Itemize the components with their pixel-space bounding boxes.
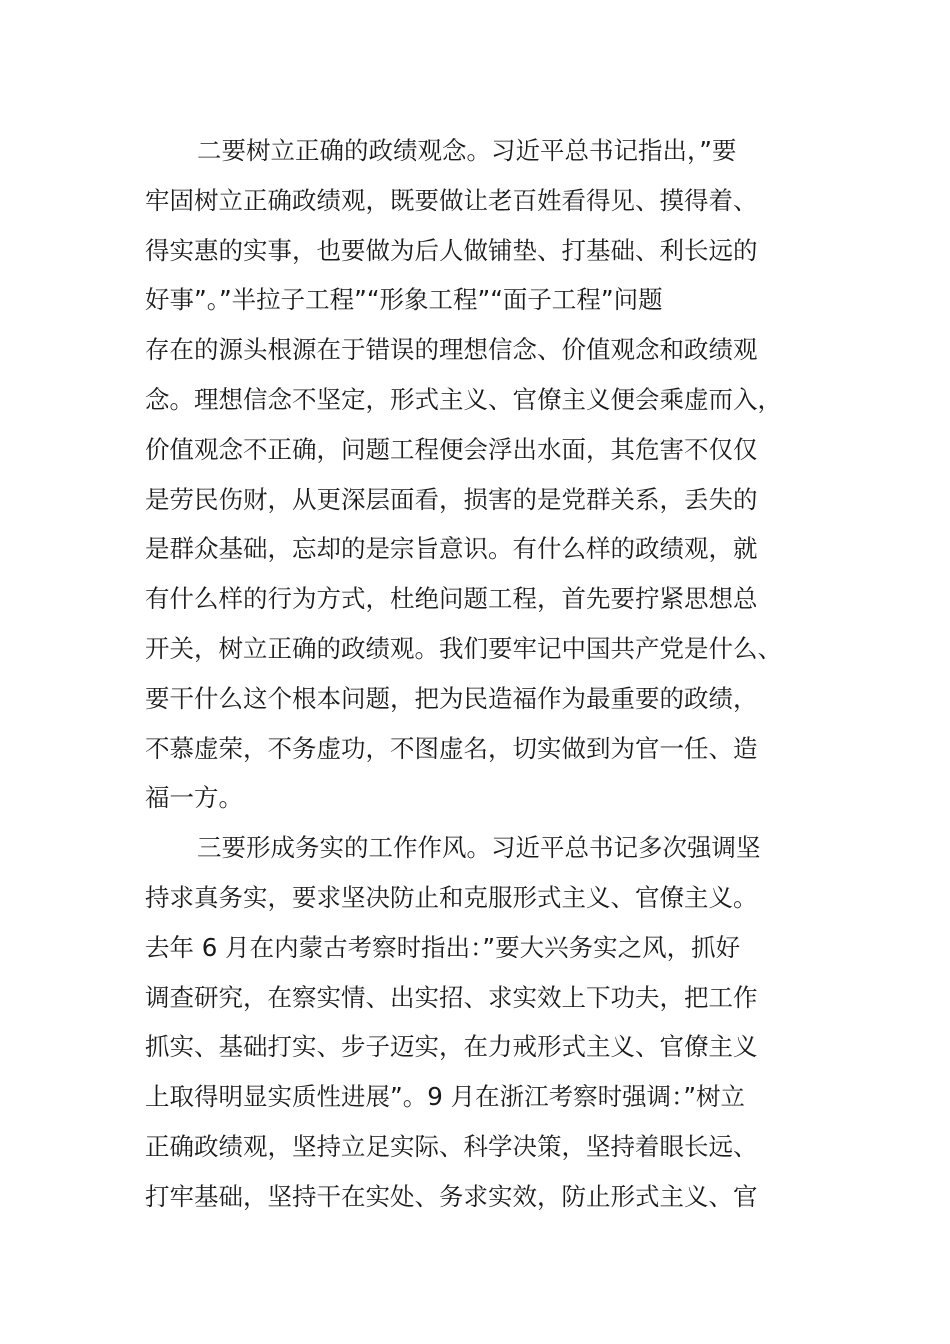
paragraph-3-line-6: 上取得明显实质性进展”。9 月在浙江考察时强调：”树立 [145,1082,746,1112]
paragraph-3-line-4: 调查研究，在察实情、出实招、求实效上下功夫，把工作 [145,982,758,1012]
paragraph-2-line-11: 开关，树立正确的政绩观。我们要牢记中国共产党是什么、 [145,633,782,663]
paragraph-3-line-1: 三要形成务实的工作作风。习近平总书记多次强调坚 [197,833,761,863]
paragraph-2-line-8: 是劳民伤财，从更深层面看，损害的是党群关系，丢失的 [145,484,758,514]
paragraph-3-line-3: 去年 6 月在内蒙古考察时指出：”要大兴务实之风，抓好 [145,932,741,962]
paragraph-3-line-7: 正确政绩观，坚持立足实际、科学决策，坚持着眼长远、 [145,1131,758,1161]
paragraph-2-line-3: 得实惠的实事，也要做为后人做铺垫、打基础、利长远的 [145,235,758,265]
paragraph-2-line-13: 不慕虚荣，不务虚功，不图虚名，切实做到为官一任、造 [145,733,758,763]
paragraph-2-line-5: 存在的源头根源在于错误的理想信念、价值观念和政绩观 [145,335,758,365]
paragraph-2-line-9: 是群众基础，忘却的是宗旨意识。有什么样的政绩观，就 [145,534,758,564]
paragraph-2-line-6: 念。理想信念不坚定，形式主义、官僚主义便会乘虚而入， [145,384,782,414]
paragraph-2-line-2: 牢固树立正确政绩观，既要做让老百姓看得见、摸得着、 [145,185,758,215]
paragraph-3-line-8: 打牢基础，坚持干在实处、务求实效，防止形式主义、官 [145,1181,758,1211]
paragraph-3-line-2: 持求真务实，要求坚决防止和克服形式主义、官僚主义。 [145,882,758,912]
body-text [145,126,810,1222]
paragraph-2-line-1: 二要树立正确的政绩观念。习近平总书记指出，”要 [197,136,737,165]
paragraph-3-line-5: 抓实、基础打实、步子迈实，在力戒形式主义、官僚主义 [145,1032,758,1062]
paragraph-2-line-12: 要干什么这个根本问题，把为民造福作为最重要的政绩， [145,683,758,713]
paragraph-2-line-4: 好事”。”半拉子工程”“形象工程”“面子工程”问题 [145,285,663,315]
paragraph-2-line-14: 福一方。 [145,783,243,813]
paragraph-2-line-7: 价值观念不正确，问题工程便会浮出水面，其危害不仅仅 [145,434,758,464]
paragraph-2-line-10: 有什么样的行为方式，杜绝问题工程，首先要拧紧思想总 [145,584,758,614]
